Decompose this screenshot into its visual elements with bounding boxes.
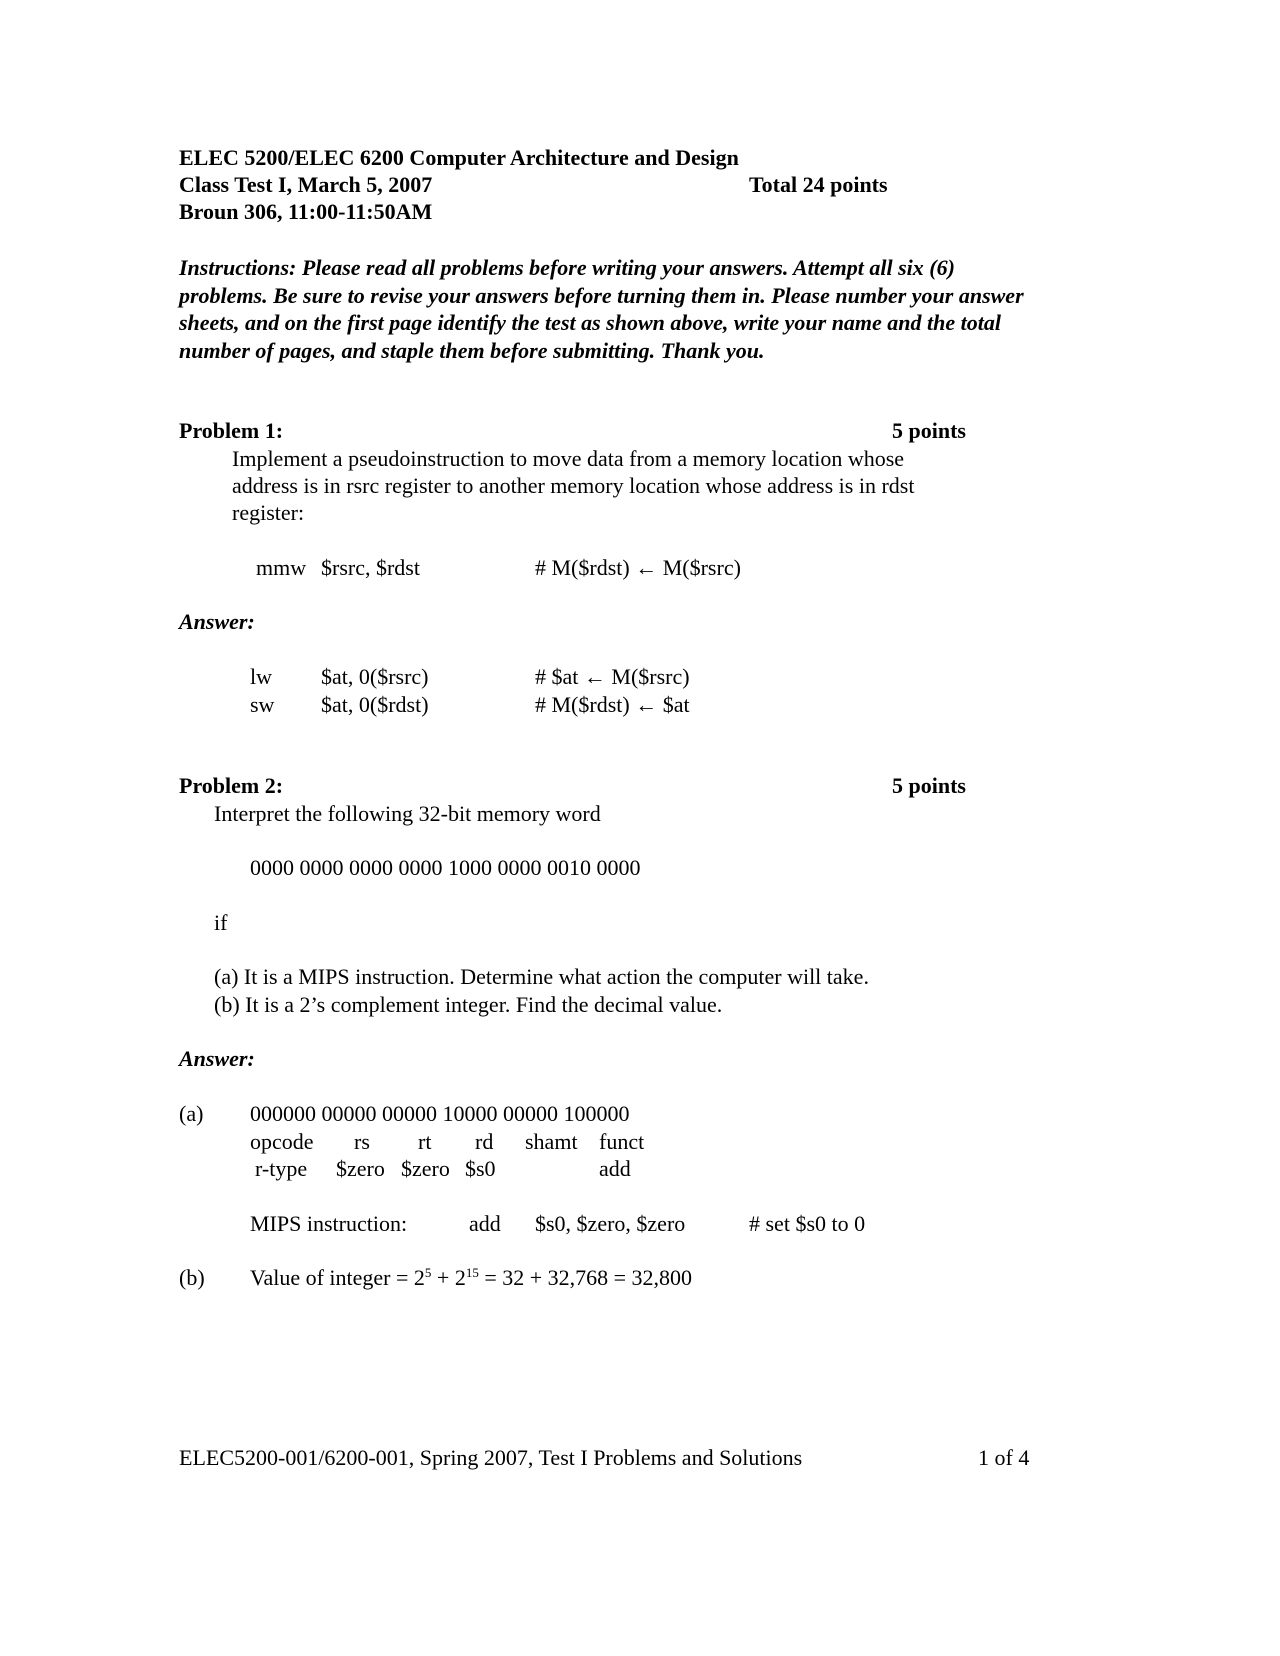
problem2-title: Problem 2: [179, 773, 284, 798]
if-text: if [214, 910, 228, 935]
exponent: 5 [424, 1265, 432, 1280]
footer-text: ELEC5200-001/6200-001, Spring 2007, Test I Problems and Solutions [179, 1445, 803, 1470]
value-mid: + 2 [431, 1265, 466, 1290]
mips-comment: # set $s0 to 0 [749, 1211, 866, 1236]
test-title: Class Test I, March 5, 2007 [179, 172, 433, 197]
field-value: $zero [336, 1156, 385, 1181]
field-value: r-type [255, 1156, 308, 1181]
problem1-points: 5 points [892, 418, 966, 443]
problem2-text: Interpret the following 32-bit memory word [214, 801, 601, 826]
problem1-title: Problem 1: [179, 418, 284, 443]
problem2-points: 5 points [892, 773, 966, 798]
memory-word: 0000 0000 0000 0000 1000 0000 0010 0000 [250, 855, 641, 880]
field-name: rd [475, 1129, 494, 1154]
field-name: rt [418, 1129, 432, 1154]
problem1-text-line: address is in rsrc register to another memory location whose address is in rdst [232, 473, 915, 498]
pseudo-comment: # M($rdst) ← M($rsrc) [535, 555, 741, 580]
answer1-op: sw [250, 692, 275, 717]
pseudo-op: mmw [256, 555, 307, 580]
page-number: 1 of 4 [978, 1445, 1030, 1470]
course-title: ELEC 5200/ELEC 6200 Computer Architecture and Design [179, 145, 739, 170]
field-name: funct [599, 1129, 645, 1154]
part-a: (a) It is a MIPS instruction. Determine what action the computer will take. [214, 964, 869, 989]
location: Broun 306, 11:00-11:50AM [179, 199, 433, 224]
answer2-label: Answer: [179, 1046, 255, 1071]
answer-a-label: (a) [179, 1101, 204, 1126]
value-prefix: Value of integer = 2 [250, 1265, 425, 1290]
problem1-text-line: register: [232, 500, 305, 525]
answer1-comment: # M($rdst) ← $at [535, 692, 690, 717]
field-name: opcode [250, 1129, 314, 1154]
total-points: Total 24 points [749, 172, 888, 197]
answer1-comment: # $at ← M($rsrc) [535, 664, 690, 689]
answer1-label: Answer: [179, 609, 255, 634]
instruction-bits: 000000 00000 00000 10000 00000 100000 [250, 1101, 630, 1126]
field-value: $s0 [465, 1156, 496, 1181]
answer1-op: lw [250, 664, 272, 689]
problem1-text-line: Implement a pseudoinstruction to move data from a memory location whose [232, 446, 905, 471]
exponent: 15 [465, 1265, 479, 1280]
mips-label: MIPS instruction: [250, 1211, 408, 1236]
integer-value [250, 1264, 692, 1291]
mips-args: $s0, $zero, $zero [535, 1211, 686, 1236]
answer1-args: $at, 0($rsrc) [321, 664, 429, 689]
field-value: add [599, 1156, 631, 1181]
pseudo-args: $rsrc, $rdst [321, 555, 420, 580]
mips-op: add [469, 1211, 501, 1236]
answer1-args: $at, 0($rdst) [321, 692, 429, 717]
answer-b-label: (b) [179, 1265, 205, 1290]
field-name: shamt [525, 1129, 578, 1154]
value-suffix: = 32 + 32,768 = 32,800 [478, 1265, 693, 1290]
field-name: rs [354, 1129, 370, 1154]
part-b: (b) It is a 2’s complement integer. Find the decimal value. [214, 992, 723, 1017]
field-value: $zero [401, 1156, 450, 1181]
instructions: Instructions: Please read all problems before writing your answers. Attempt all six (6) problems. Be sure to revise your answers before turning them in. Please number your answer sheets, and on the first page identify the test as shown above, write your name and the total number of pages, and staple them before submitting. Thank you. [179, 255, 1024, 363]
